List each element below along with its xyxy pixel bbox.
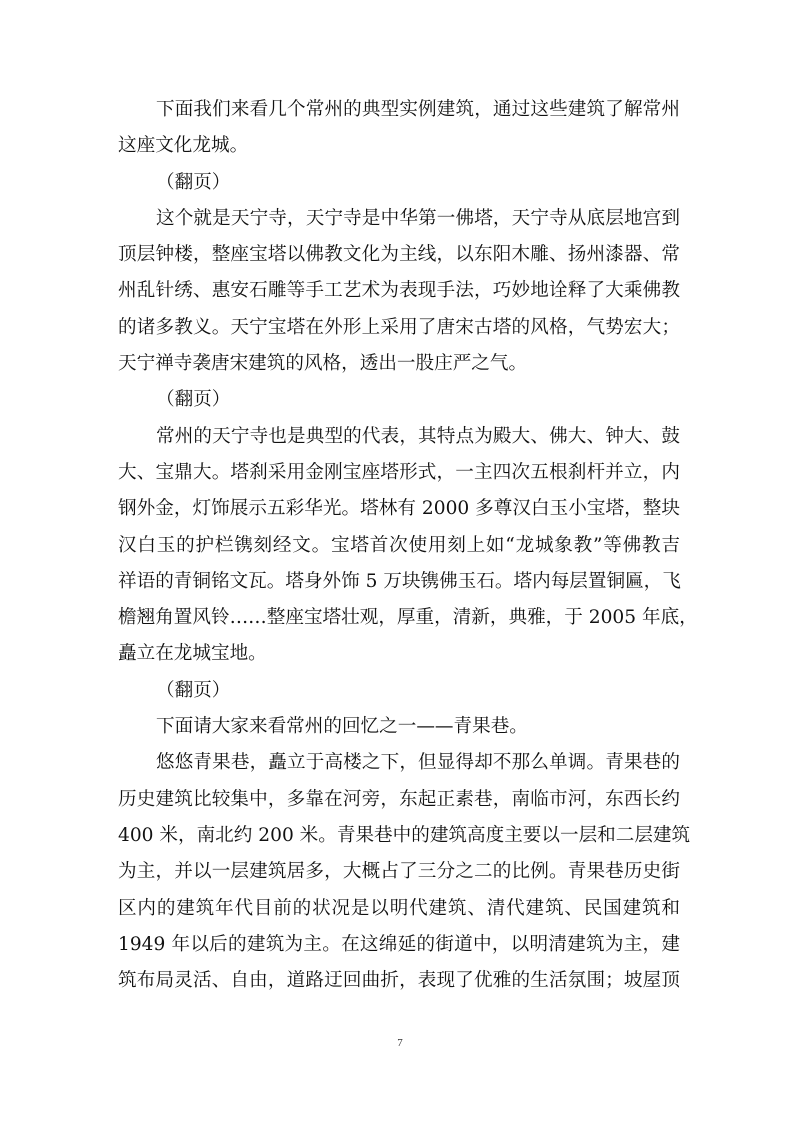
page-turn-note [118,673,680,709]
text-line: 檐翘角置风铃……整座宝塔壮观，厚重，清新，典雅，于 2005 年底， [118,607,698,629]
text-line: 筑布局灵活、自由，道路迂回曲折，表现了优雅的生活氛围；坡屋顶 [118,970,680,992]
text-line: 这个就是天宁寺，天宁寺是中华第一佛塔，天宁寺从底层地宫到 [156,207,680,229]
text-line: 汉白玉的护栏镌刻经文。宝塔首次使用刻上如“龙城象教”等佛教吉 [118,534,680,556]
text-line: 祥语的青铜铭文瓦。塔身外饰 5 万块镌佛玉石。塔内每层置铜匾，飞 [118,570,681,592]
text-line: 大、宝鼎大。塔刹采用金刚宝座塔形式，一主四次五根刹杆并立，内 [118,461,680,483]
text-line: 悠悠青果巷，矗立于高楼之下，但显得却不那么单调。青果巷的 [156,752,680,774]
text-line: 矗立在龙城宝地。 [118,643,267,665]
paragraph [118,745,691,999]
text-line: 1949 年以后的建筑为主。在这绵延的街道中，以明清建筑为主，建 [118,933,680,955]
text-line: 区内的建筑年代目前的状况是以明代建筑、清代建筑、民国建筑和 [118,897,680,919]
text-line: 下面请大家来看常州的回忆之一——青果巷。 [156,716,528,738]
text-line: 钢外金，灯饰展示五彩华光。塔林有 2000 多尊汉白玉小宝塔，整块 [118,498,680,520]
paragraph [118,201,680,382]
text-line: 州乱针绣、惠安石雕等手工艺术为表现手法，巧妙地诠释了大乘佛教 [118,280,680,302]
paragraph [118,92,680,165]
text-line: 顶层钟楼，整座宝塔以佛教文化为主线，以东阳木雕、扬州漆器、常 [118,244,680,266]
text-line: 这座文化龙城。 [118,135,249,157]
page-turn-label: （翻页） [156,389,231,411]
paragraph [118,709,680,745]
paragraph [118,419,698,673]
page-number: 7 [397,1037,403,1049]
page-turn-label: （翻页） [156,171,231,193]
text-line: 历史建筑比较集中，多靠在河旁，东起正素巷，南临市河，东西长约 [118,788,680,810]
text-line: 天宁禅寺袭唐宋建筑的风格，透出一股庄严之气。 [118,353,528,375]
text-line: 下面我们来看几个常州的典型实例建筑，通过这些建筑了解常州 [156,99,680,120]
page-turn-note [118,165,680,201]
text-line: 常州的天宁寺也是典型的代表，其特点为殿大、佛大、钟大、鼓 [156,425,680,447]
document-body [118,92,698,999]
text-line: 的诸多教义。天宁宝塔在外形上采用了唐宋古塔的风格，气势宏大； [118,316,680,338]
text-line: 为主，并以一层建筑居多，大概占了三分之二的比例。青果巷历史街 [118,861,680,883]
page-turn-label: （翻页） [156,679,231,701]
page-turn-note [118,382,680,418]
text-line: 400 米，南北约 200 米。青果巷中的建筑高度主要以一层和二层建筑 [118,824,691,846]
